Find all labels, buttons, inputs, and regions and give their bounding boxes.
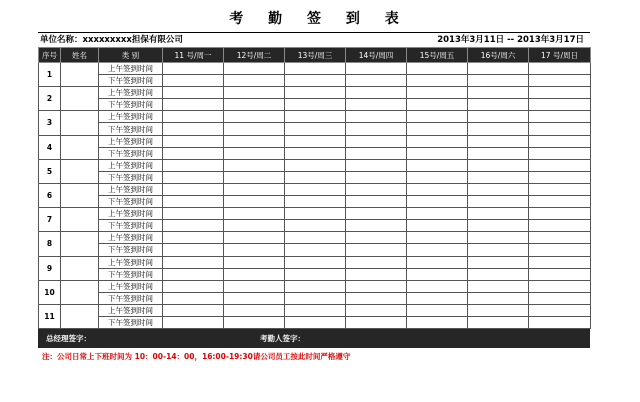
sign-in-cell[interactable] [468, 232, 529, 244]
sign-in-cell[interactable] [224, 280, 285, 292]
sign-in-cell[interactable] [163, 99, 224, 111]
sign-in-cell[interactable] [529, 304, 591, 316]
category-cell: 下午签到时间 [99, 220, 163, 232]
sign-in-cell[interactable] [407, 316, 468, 328]
sign-in-cell[interactable] [529, 316, 591, 328]
attendance-signature-label: 考勤人签字： [260, 334, 305, 344]
sign-in-cell[interactable] [529, 171, 591, 183]
sign-in-cell[interactable] [529, 147, 591, 159]
sign-in-cell[interactable] [163, 171, 224, 183]
row-number: 1 [39, 63, 61, 87]
sign-in-cell[interactable] [407, 304, 468, 316]
table-row [39, 63, 591, 75]
category-cell: 上午签到时间 [99, 63, 163, 75]
sign-in-cell[interactable] [407, 256, 468, 268]
sign-in-cell[interactable] [285, 123, 346, 135]
row-number: 9 [39, 256, 61, 280]
unit-name: 单位名称：xxxxxxxxx担保有限公司 [40, 35, 183, 45]
sign-in-cell[interactable] [163, 75, 224, 87]
manager-signature-label: 总经理签字： [46, 334, 91, 344]
column-header: 序号 [39, 48, 61, 63]
sign-in-cell[interactable] [346, 135, 407, 147]
sign-in-cell[interactable] [285, 147, 346, 159]
sign-in-cell[interactable] [346, 280, 407, 292]
row-number: 5 [39, 159, 61, 183]
sign-in-cell[interactable] [163, 159, 224, 171]
sign-in-cell[interactable] [224, 208, 285, 220]
row-number: 7 [39, 208, 61, 232]
column-header: 14号/周四 [346, 48, 407, 63]
sign-in-cell[interactable] [285, 87, 346, 99]
sign-in-cell[interactable] [224, 135, 285, 147]
sign-in-cell[interactable] [163, 316, 224, 328]
sign-in-cell[interactable] [346, 171, 407, 183]
sign-in-cell[interactable] [285, 63, 346, 75]
sign-in-cell[interactable] [224, 147, 285, 159]
sign-in-cell[interactable] [468, 304, 529, 316]
sign-in-cell[interactable] [468, 63, 529, 75]
sign-in-cell[interactable] [163, 304, 224, 316]
sign-in-cell[interactable] [468, 123, 529, 135]
table-row [39, 111, 591, 123]
category-cell: 下午签到时间 [99, 292, 163, 304]
sign-in-cell[interactable] [224, 87, 285, 99]
sign-in-cell[interactable] [346, 75, 407, 87]
sign-in-cell[interactable] [163, 244, 224, 256]
sign-in-cell[interactable] [285, 316, 346, 328]
row-number: 4 [39, 135, 61, 159]
column-header: 13号/周三 [285, 48, 346, 63]
signature-bar [38, 329, 590, 348]
column-header: 15号/周五 [407, 48, 468, 63]
sign-in-cell[interactable] [468, 196, 529, 208]
name-cell[interactable] [61, 159, 99, 183]
sign-in-cell[interactable] [468, 111, 529, 123]
category-cell: 下午签到时间 [99, 123, 163, 135]
column-header: 16号/周六 [468, 48, 529, 63]
sign-in-cell[interactable] [285, 171, 346, 183]
work-hours-note: 注：公司日常上下班时间为 10：00-14：00，16:00-19:30请公司员工按此时间严格遵守 [42, 352, 351, 362]
table-row [39, 208, 591, 220]
sign-in-cell[interactable] [529, 63, 591, 75]
column-header: 12号/周二 [224, 48, 285, 63]
table-row [39, 244, 591, 256]
sign-in-cell[interactable] [407, 244, 468, 256]
sign-in-cell[interactable] [407, 208, 468, 220]
sign-in-cell[interactable] [529, 292, 591, 304]
sign-in-cell[interactable] [285, 244, 346, 256]
sign-in-cell[interactable] [285, 292, 346, 304]
sign-in-cell[interactable] [407, 123, 468, 135]
sign-in-cell[interactable] [224, 244, 285, 256]
table-row [39, 87, 591, 99]
sign-in-cell[interactable] [224, 63, 285, 75]
sign-in-cell[interactable] [285, 220, 346, 232]
sign-in-cell[interactable] [346, 304, 407, 316]
sign-in-cell[interactable] [407, 232, 468, 244]
sign-in-cell[interactable] [224, 316, 285, 328]
sign-in-cell[interactable] [407, 292, 468, 304]
sign-in-cell[interactable] [407, 171, 468, 183]
category-cell: 上午签到时间 [99, 183, 163, 195]
sign-in-cell[interactable] [346, 244, 407, 256]
category-cell: 下午签到时间 [99, 244, 163, 256]
sign-in-cell[interactable] [224, 292, 285, 304]
table-row [39, 232, 591, 244]
sign-in-cell[interactable] [468, 99, 529, 111]
sign-in-cell[interactable] [468, 268, 529, 280]
row-number: 10 [39, 280, 61, 304]
row-number: 3 [39, 111, 61, 135]
sign-in-cell[interactable] [346, 87, 407, 99]
category-cell: 上午签到时间 [99, 280, 163, 292]
sign-in-cell[interactable] [346, 256, 407, 268]
sign-in-cell[interactable] [407, 280, 468, 292]
sign-in-cell[interactable] [163, 256, 224, 268]
table-row [39, 75, 591, 87]
sign-in-cell[interactable] [407, 63, 468, 75]
row-number: 6 [39, 183, 61, 207]
sign-in-cell[interactable] [346, 111, 407, 123]
name-cell[interactable] [61, 280, 99, 304]
sign-in-cell[interactable] [346, 183, 407, 195]
sign-in-cell[interactable] [163, 183, 224, 195]
sign-in-cell[interactable] [163, 292, 224, 304]
sign-in-cell[interactable] [529, 232, 591, 244]
sign-in-cell[interactable] [407, 87, 468, 99]
name-cell[interactable] [61, 256, 99, 280]
sign-in-cell[interactable] [285, 268, 346, 280]
sign-in-cell[interactable] [468, 292, 529, 304]
sign-in-cell[interactable] [346, 208, 407, 220]
sign-in-cell[interactable] [163, 147, 224, 159]
row-number: 8 [39, 232, 61, 256]
sign-in-cell[interactable] [529, 159, 591, 171]
sign-in-cell[interactable] [224, 304, 285, 316]
sign-in-cell[interactable] [468, 256, 529, 268]
category-cell: 下午签到时间 [99, 316, 163, 328]
sign-in-cell[interactable] [407, 183, 468, 195]
sign-in-cell[interactable] [407, 111, 468, 123]
sign-in-cell[interactable] [468, 75, 529, 87]
sign-in-cell[interactable] [407, 220, 468, 232]
sign-in-cell[interactable] [346, 220, 407, 232]
sign-in-cell[interactable] [224, 171, 285, 183]
sign-in-cell[interactable] [468, 87, 529, 99]
table-row [39, 135, 591, 147]
table-row [39, 183, 591, 195]
sign-in-cell[interactable] [285, 208, 346, 220]
sign-in-cell[interactable] [468, 244, 529, 256]
name-cell[interactable] [61, 135, 99, 159]
table-row [39, 304, 591, 316]
sign-in-cell[interactable] [285, 280, 346, 292]
sign-in-cell[interactable] [285, 159, 346, 171]
sign-in-cell[interactable] [468, 220, 529, 232]
category-cell: 上午签到时间 [99, 111, 163, 123]
sign-in-cell[interactable] [224, 99, 285, 111]
category-cell: 上午签到时间 [99, 208, 163, 220]
table-row [39, 171, 591, 183]
header-row [39, 48, 591, 63]
category-cell: 下午签到时间 [99, 147, 163, 159]
sign-in-cell[interactable] [407, 147, 468, 159]
sign-in-cell[interactable] [346, 159, 407, 171]
table-row [39, 196, 591, 208]
sign-in-cell[interactable] [285, 304, 346, 316]
table-row [39, 220, 591, 232]
name-cell[interactable] [61, 304, 99, 328]
category-cell: 下午签到时间 [99, 196, 163, 208]
row-number: 2 [39, 87, 61, 111]
table-row [39, 123, 591, 135]
sign-in-cell[interactable] [468, 171, 529, 183]
sign-in-cell[interactable] [346, 123, 407, 135]
sign-in-cell[interactable] [468, 147, 529, 159]
category-cell: 下午签到时间 [99, 75, 163, 87]
name-cell[interactable] [61, 183, 99, 207]
sign-in-cell[interactable] [285, 256, 346, 268]
sign-in-cell[interactable] [346, 232, 407, 244]
name-cell[interactable] [61, 63, 99, 87]
sign-in-cell[interactable] [163, 87, 224, 99]
sign-in-cell[interactable] [224, 183, 285, 195]
sign-in-cell[interactable] [163, 196, 224, 208]
table-row [39, 256, 591, 268]
sign-in-cell[interactable] [285, 99, 346, 111]
info-line [38, 32, 590, 47]
attendance-sheet [38, 6, 590, 366]
sign-in-cell[interactable] [346, 316, 407, 328]
sign-in-cell[interactable] [468, 208, 529, 220]
category-cell: 上午签到时间 [99, 135, 163, 147]
sign-in-cell[interactable] [529, 111, 591, 123]
sign-in-cell[interactable] [224, 111, 285, 123]
table-row [39, 316, 591, 328]
table-row [39, 292, 591, 304]
category-cell: 上午签到时间 [99, 304, 163, 316]
sign-in-cell[interactable] [468, 280, 529, 292]
sheet-title: 考 勤 签 到 表 [229, 11, 409, 27]
category-cell: 下午签到时间 [99, 171, 163, 183]
sign-in-cell[interactable] [285, 111, 346, 123]
category-cell: 上午签到时间 [99, 87, 163, 99]
sign-in-cell[interactable] [529, 256, 591, 268]
sign-in-cell[interactable] [346, 268, 407, 280]
sign-in-cell[interactable] [468, 135, 529, 147]
table-row [39, 159, 591, 171]
sign-in-cell[interactable] [224, 123, 285, 135]
category-cell: 上午签到时间 [99, 256, 163, 268]
sign-in-cell[interactable] [224, 256, 285, 268]
table-body [39, 63, 591, 329]
sign-in-cell[interactable] [224, 232, 285, 244]
sign-in-cell[interactable] [163, 232, 224, 244]
sign-in-cell[interactable] [407, 196, 468, 208]
name-cell[interactable] [61, 111, 99, 135]
sign-in-cell[interactable] [163, 268, 224, 280]
sign-in-cell[interactable] [346, 147, 407, 159]
column-header: 11 号/周一 [163, 48, 224, 63]
sign-in-cell[interactable] [529, 99, 591, 111]
sign-in-cell[interactable] [468, 183, 529, 195]
sign-in-cell[interactable] [163, 111, 224, 123]
table-row [39, 268, 591, 280]
sign-in-cell[interactable] [529, 220, 591, 232]
sign-in-cell[interactable] [529, 244, 591, 256]
table-row [39, 280, 591, 292]
column-header: 17 号/周日 [529, 48, 591, 63]
sign-in-cell[interactable] [224, 196, 285, 208]
column-header: 姓名 [61, 48, 99, 63]
sign-in-cell[interactable] [407, 99, 468, 111]
sign-in-cell[interactable] [163, 280, 224, 292]
sign-in-cell[interactable] [407, 75, 468, 87]
sign-in-cell[interactable] [224, 75, 285, 87]
row-number: 11 [39, 304, 61, 328]
sign-in-cell[interactable] [224, 268, 285, 280]
sign-in-cell[interactable] [346, 63, 407, 75]
sign-in-cell[interactable] [529, 135, 591, 147]
sign-in-cell[interactable] [163, 135, 224, 147]
name-cell[interactable] [61, 208, 99, 232]
name-cell[interactable] [61, 232, 99, 256]
sign-in-cell[interactable] [529, 196, 591, 208]
table-row [39, 99, 591, 111]
table-row [39, 147, 591, 159]
category-cell: 下午签到时间 [99, 99, 163, 111]
sign-in-cell[interactable] [407, 159, 468, 171]
category-cell: 下午签到时间 [99, 268, 163, 280]
sign-in-cell[interactable] [407, 135, 468, 147]
date-range: 2013年3月11日 -- 2013年3月17日 [437, 35, 584, 45]
sign-in-cell[interactable] [163, 220, 224, 232]
sign-in-cell[interactable] [224, 159, 285, 171]
sign-in-cell[interactable] [468, 316, 529, 328]
sign-in-cell[interactable] [163, 63, 224, 75]
sign-in-cell[interactable] [529, 87, 591, 99]
category-cell: 上午签到时间 [99, 232, 163, 244]
sign-in-cell[interactable] [285, 183, 346, 195]
sign-in-cell[interactable] [163, 123, 224, 135]
name-cell[interactable] [61, 87, 99, 111]
sign-in-cell[interactable] [468, 159, 529, 171]
column-header: 类 别 [99, 48, 163, 63]
sign-in-cell[interactable] [529, 75, 591, 87]
sign-in-cell[interactable] [285, 232, 346, 244]
sign-in-cell[interactable] [529, 280, 591, 292]
sign-in-cell[interactable] [346, 99, 407, 111]
sign-in-cell[interactable] [529, 123, 591, 135]
category-cell: 上午签到时间 [99, 159, 163, 171]
sign-in-cell[interactable] [285, 135, 346, 147]
sign-in-cell[interactable] [529, 183, 591, 195]
sign-in-cell[interactable] [285, 75, 346, 87]
sign-in-cell[interactable] [224, 220, 285, 232]
sign-in-cell[interactable] [346, 292, 407, 304]
sign-in-cell[interactable] [529, 268, 591, 280]
sign-in-cell[interactable] [285, 196, 346, 208]
sign-in-cell[interactable] [529, 208, 591, 220]
sign-in-cell[interactable] [163, 208, 224, 220]
sign-in-cell[interactable] [346, 196, 407, 208]
sign-in-cell[interactable] [407, 268, 468, 280]
attendance-table [38, 47, 591, 329]
